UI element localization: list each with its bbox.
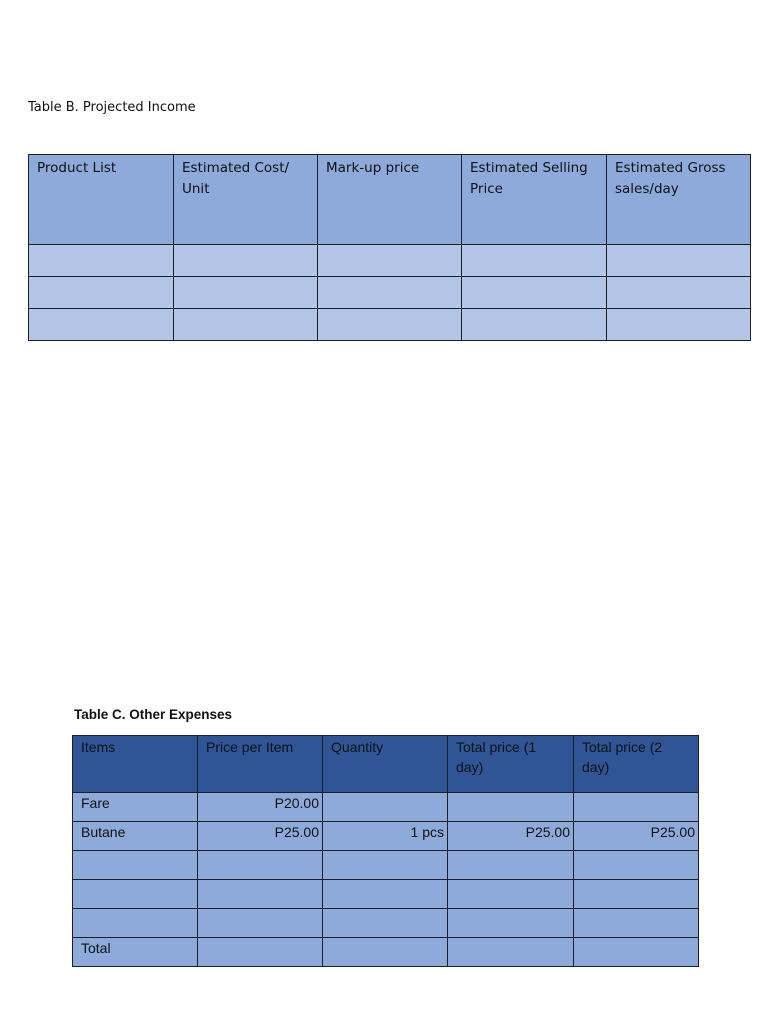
quantity-cell xyxy=(323,938,448,967)
table-b-caption: Table B. Projected Income xyxy=(28,100,196,115)
table-row xyxy=(29,277,751,309)
item-name-cell xyxy=(73,851,198,880)
table-cell xyxy=(29,245,174,277)
projected-income-table xyxy=(28,154,751,341)
table-cell xyxy=(174,277,318,309)
price-per-item-cell xyxy=(198,938,323,967)
table-row xyxy=(73,909,699,938)
table-cell xyxy=(318,309,462,341)
table-row xyxy=(73,851,699,880)
header-estimated-cost-unit: Estimated Cost/ Unit xyxy=(174,155,318,245)
total-2-day-cell xyxy=(574,793,699,822)
price-per-item-cell xyxy=(198,909,323,938)
total-2-day-cell xyxy=(574,880,699,909)
table-c-caption: Table C. Other Expenses xyxy=(74,707,233,722)
table-cell xyxy=(462,277,607,309)
table-row xyxy=(29,309,751,341)
table-cell xyxy=(29,277,174,309)
total-1-day-cell xyxy=(448,880,574,909)
total-1-day-cell xyxy=(448,909,574,938)
table-total-row xyxy=(73,938,699,967)
table-cell xyxy=(29,309,174,341)
price-per-item-cell: P25.00 xyxy=(198,822,323,851)
table-cell xyxy=(318,277,462,309)
total-1-day-cell xyxy=(448,793,574,822)
item-name-cell xyxy=(73,909,198,938)
header-mark-up-price: Mark-up price xyxy=(318,155,462,245)
table-row xyxy=(29,245,751,277)
header-total-price-1-day: Total price (1 day) xyxy=(448,736,574,793)
header-price-per-item: Price per Item xyxy=(198,736,323,793)
header-total-price-2-day: Total price (2 day) xyxy=(574,736,699,793)
price-per-item-cell: P20.00 xyxy=(198,793,323,822)
quantity-cell xyxy=(323,793,448,822)
total-2-day-cell xyxy=(574,851,699,880)
table-cell xyxy=(174,245,318,277)
quantity-cell xyxy=(323,880,448,909)
header-estimated-selling-price: Estimated Selling Price xyxy=(462,155,607,245)
total-1-day-cell xyxy=(448,938,574,967)
table-cell xyxy=(462,245,607,277)
quantity-cell xyxy=(323,851,448,880)
header-items: Items xyxy=(73,736,198,793)
header-quantity: Quantity xyxy=(323,736,448,793)
table-row xyxy=(73,793,699,822)
table-header-row xyxy=(29,155,751,245)
total-2-day-cell xyxy=(574,938,699,967)
quantity-cell xyxy=(323,909,448,938)
table-cell xyxy=(174,309,318,341)
table-row xyxy=(73,822,699,851)
table-cell xyxy=(607,309,751,341)
item-name-cell: Butane xyxy=(73,822,198,851)
table-cell xyxy=(607,277,751,309)
price-per-item-cell xyxy=(198,851,323,880)
total-1-day-cell: P25.00 xyxy=(448,822,574,851)
header-estimated-gross-sales-day: Estimated Gross sales/day xyxy=(607,155,751,245)
total-label-cell: Total xyxy=(73,938,198,967)
table-row xyxy=(73,880,699,909)
quantity-cell: 1 pcs xyxy=(323,822,448,851)
price-per-item-cell xyxy=(198,880,323,909)
total-2-day-cell xyxy=(574,909,699,938)
item-name-cell xyxy=(73,880,198,909)
other-expenses-table xyxy=(72,735,699,967)
header-product-list: Product List xyxy=(29,155,174,245)
table-header-row xyxy=(73,736,699,793)
table-cell xyxy=(318,245,462,277)
total-2-day-cell: P25.00 xyxy=(574,822,699,851)
table-cell xyxy=(462,309,607,341)
table-cell xyxy=(607,245,751,277)
total-1-day-cell xyxy=(448,851,574,880)
item-name-cell: Fare xyxy=(73,793,198,822)
